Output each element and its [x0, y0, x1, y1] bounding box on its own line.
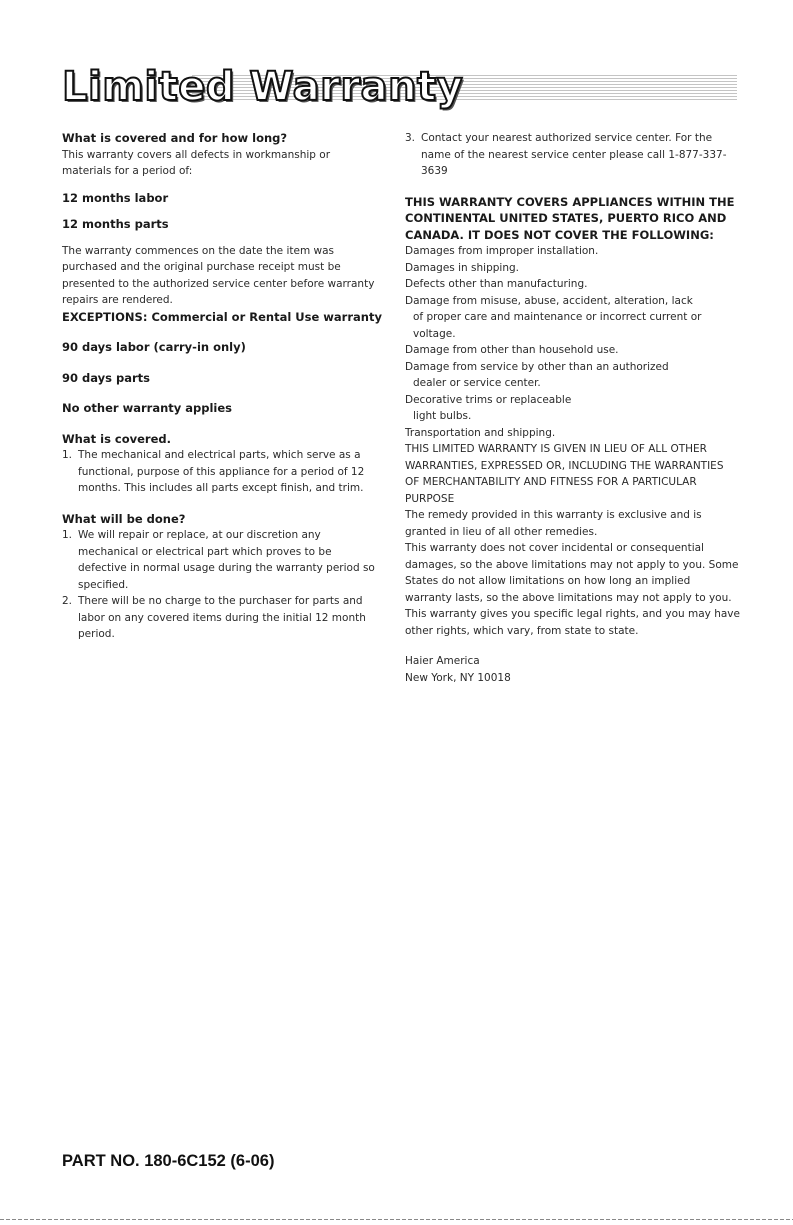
bottom-divider [0, 1219, 793, 1220]
list-item-number: 3. [405, 132, 416, 144]
covers-paragraph: This warranty covers all defects in workmanship or materials for a period of: [62, 148, 331, 177]
list-item [62, 447, 382, 497]
exclusions-list [405, 243, 740, 441]
exclusion-item: Defects other than manufacturing. [405, 278, 588, 290]
company-name: Haier America [405, 655, 480, 667]
heading-90-days-labor: 90 days labor (carry-in only) [62, 340, 246, 354]
list-item-number: 1. [62, 529, 73, 541]
list-item [62, 527, 382, 593]
page-title: Limited Warranty [62, 64, 464, 110]
list-item-text: We will repair or replace, at our discretion any mechanical or electrical part which proves to be defective in normal usage during the warranty period so specified. [78, 529, 375, 591]
exclusion-item: Damage from other than household use. [405, 344, 619, 356]
exclusion-item: Damages in shipping. [405, 261, 519, 274]
list-item-number: 1. [62, 449, 73, 461]
in-lieu-paragraph: THIS LIMITED WARRANTY IS GIVEN IN LIEU OF ALL OTHER WARRANTIES, EXPRESSED OR, INCLUDING THE WARRANTIES OF MERCHANTABILITY AND FITNESS FOR A PARTICULAR PURPOSE [405, 443, 724, 505]
heading-12-months-parts: 12 months parts [62, 217, 169, 231]
remedy-paragraph: The remedy provided in this warranty is exclusive and is granted in lieu of all other remedies. [405, 509, 702, 538]
list-item [405, 130, 740, 180]
list-item-text: There will be no charge to the purchaser for parts and labor on any covered items during the initial 12 month period. [78, 595, 366, 640]
list-item-text: The mechanical and electrical parts, which serve as a functional, purpose of this appliance for a period of 12 months. This includes all parts except finish, and trim. [78, 449, 365, 494]
exclusion-item-continued: of proper care and maintenance or incorrect current or voltage. [413, 311, 702, 340]
list-item-number: 2. [62, 595, 73, 607]
exclusion-item-continued: dealer or service center. [413, 377, 541, 389]
exclusion-item: Transportation and shipping. [405, 426, 556, 439]
heading-does-not-cover: THIS WARRANTY COVERS APPLIANCES WITHIN THE CONTINENTAL UNITED STATES, PUERTO RICO AND CANADA. IT DOES NOT COVER THE FOLLOWING: [405, 194, 735, 242]
heading-what-will-be-done: What will be done? [62, 511, 186, 526]
heading-covered-how-long: What is covered and for how long? [62, 131, 288, 145]
heading-no-other-warranty: No other warranty applies [62, 401, 233, 415]
company-address: New York, NY 10018 [405, 671, 511, 684]
heading-90-days-parts: 90 days parts [62, 370, 150, 385]
heading-exceptions: EXCEPTIONS: Commercial or Rental Use warranty [62, 309, 382, 324]
exclusion-item: Damages from improper installation. [405, 245, 599, 257]
heading-what-is-covered: What is covered. [62, 431, 172, 446]
heading-12-months-labor: 12 months labor [62, 190, 169, 205]
incidental-paragraph: This warranty does not cover incidental or consequential damages, so the above limitations may not apply to you. Some States do not allow limitations on how long an implied warranty lasts, so the above limitations may not apply to you. [405, 542, 739, 604]
legal-rights-paragraph: This warranty gives you specific legal rights, and you may have other rights, which vary, from state to state. [405, 608, 740, 637]
list-item [62, 593, 382, 643]
left-column [62, 130, 382, 643]
exclusion-item: Damage from misuse, abuse, accident, alteration, lack [405, 294, 693, 307]
part-number: PART NO. 180-6C152 (6-06) [62, 1152, 275, 1170]
exclusion-item-continued: light bulbs. [413, 410, 472, 422]
title-banner [62, 64, 737, 115]
commences-paragraph: The warranty commences on the date the item was purchased and the original purchase receipt must be presented to the authorized service center before warranty repairs are rendered. [62, 244, 375, 306]
right-column [405, 130, 740, 686]
exclusion-item: Damage from service by other than an authorized [405, 360, 669, 373]
list-item-text: Contact your nearest authorized service center. For the name of the nearest service center please call 1-877-337-3639 [421, 132, 727, 177]
exclusion-item: Decorative trims or replaceable [405, 393, 572, 406]
